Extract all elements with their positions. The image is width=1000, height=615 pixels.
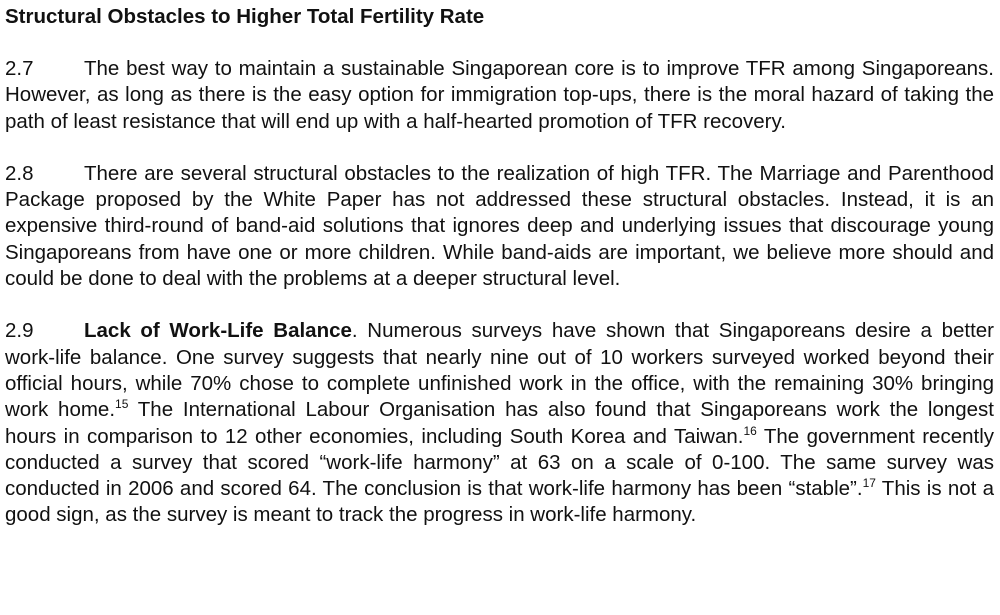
paragraph-text-segment: The government recently conducted a survey that scored “work-life harmony” at 63 on a scale of 0-100. The same survey was conducted in 2006 and scored 64. The conclusion is that work-life harmony has been “stable”. [5, 424, 995, 501]
paragraph-2-8 [5, 161, 994, 292]
paragraph-2-7 [5, 56, 994, 135]
paragraph-text-segment: This is not a good sign, as the survey is meant to track the progress in work-life harmony. [5, 477, 995, 527]
footnote-ref-16: 16 [743, 423, 757, 438]
paragraph-number: 2.9 [5, 319, 34, 343]
paragraph-text: There are several structural obstacles to the realization of high TFR. The Marriage and Parenthood Package proposed by the White Paper has not addressed these structural obstacles. Instead, it is an expensive third-round of band-aid solutions that ignores deep and underlying issues that discourage young Singaporeans from have one or more children. While band-aids are important, we believe more should and could be done to deal with the problems at a deeper structural level. [5, 161, 994, 291]
paragraph-text: The best way to maintain a sustainable Singaporean core is to improve TFR among Singaporeans. However, as long as there is the easy option for immigration top-ups, there is the moral hazard of taking the path of least resistance that will end up with a half-hearted promotion of TFR recovery. [5, 57, 994, 133]
paragraph-lead-heading: Lack of Work-Life Balance [84, 319, 352, 343]
footnote-ref-15: 15 [115, 397, 129, 412]
paragraph-number: 2.7 [5, 57, 34, 80]
paragraph-text-segment: . Numerous surveys have shown that Singaporeans desire a better work-life balance. One survey suggests that nearly nine out of 10 workers surveyed worked beyond their official hours, while 70% chose to complete unfinished work in the office, with the remaining 30% bringing work home. [5, 319, 994, 422]
section-heading: Structural Obstacles to Higher Total Fertility Rate [5, 5, 485, 28]
paragraph-text-segment: The International Labour Organisation has also found that Singaporeans work the longest hours in comparison to 12 other economies, including South Korea and Taiwan. [5, 398, 994, 448]
paragraph-2-9 [5, 318, 994, 528]
footnote-ref-17: 17 [862, 476, 876, 491]
paragraph-number: 2.8 [5, 161, 34, 185]
